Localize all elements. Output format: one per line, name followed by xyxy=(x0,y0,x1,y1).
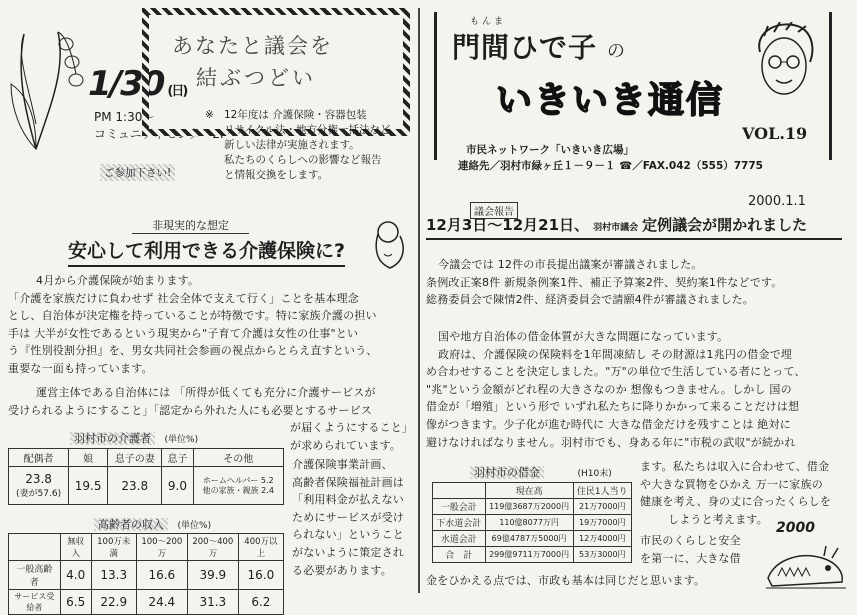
dragon-illustration xyxy=(762,538,850,594)
newsletter-title: いきいき通信 xyxy=(496,80,725,121)
text-line: ためにサービスが受け xyxy=(292,510,404,524)
table-header: 娘 xyxy=(69,449,108,467)
table-header: 息子 xyxy=(162,449,193,467)
table-cell: 119億3687万2000円 xyxy=(485,499,573,515)
text-line: 介護保険事業計画、 xyxy=(292,458,393,471)
text-line: 借金が「増殖」という形で いずれ私たちに降りかかって来ることだけは想 xyxy=(426,400,800,414)
table-cell: 22.9 xyxy=(91,590,136,615)
text-line: 「利用料金が払えない xyxy=(292,493,404,507)
text-line: を第一に、大きな借 xyxy=(640,551,741,565)
event-place: コミュニティセンター2F xyxy=(94,127,227,141)
table-header: 無収入 xyxy=(60,534,91,561)
table-cell: 21万7000円 xyxy=(573,499,631,515)
volume-number: VOL.19 xyxy=(742,124,808,143)
table-cell: 9.0 xyxy=(162,467,193,505)
text-line: る必要があります。 xyxy=(292,563,392,577)
table-header: 100～200万 xyxy=(136,534,187,561)
care-kicker: 非現実的な想定 xyxy=(132,217,249,234)
cell-sub: 他の家族・親族 2.4 xyxy=(202,485,274,495)
text-line: 「介護を家族だけに負わせず 社会全体で支えて行く」ことを基本理念 xyxy=(8,291,359,305)
care-paragraph-2 xyxy=(8,384,412,419)
table-header: その他 xyxy=(193,449,283,467)
table-caption: 羽村市の介護者 xyxy=(70,432,155,445)
table-cell: 13.3 xyxy=(91,561,136,590)
text-line: が求められています。 xyxy=(290,438,402,452)
table-header: 配偶者 xyxy=(9,449,69,467)
council-debt-right-2 xyxy=(640,532,760,567)
headline-council: 羽村市議会 xyxy=(593,223,639,233)
author-portrait xyxy=(752,22,816,104)
table-caption: 高齢者の収入 xyxy=(94,518,168,531)
debt-table xyxy=(432,482,632,563)
contact-info: 連絡先／羽村市緑ヶ丘１－９－１ ☎／FAX.042（555）7775 xyxy=(458,160,763,172)
table-cell: 110億8077万円 xyxy=(485,515,573,531)
note-line: リサイクル法・地方分権一括法など xyxy=(224,124,391,136)
column-divider xyxy=(418,8,420,593)
text-line: う『性別役割分担』を、男女共同社会参画の視点からとらえ直すという、 xyxy=(8,344,378,358)
event-weekday: (日) xyxy=(167,84,187,99)
table-cell: 39.9 xyxy=(187,561,238,590)
table-cell: 6.2 xyxy=(238,590,283,615)
event-title-line2: 結ぶつどい xyxy=(196,66,316,90)
event-title-line1: あなたと議会を xyxy=(172,34,333,58)
care-paragraph-1 xyxy=(8,272,412,378)
council-debt xyxy=(426,328,846,451)
table-header xyxy=(9,534,61,561)
table-cell: 31.3 xyxy=(187,590,238,615)
event-note-mark: ※ xyxy=(205,109,214,121)
invite-label: ご参加下さい! xyxy=(100,164,175,181)
text-line: や大きな買物をひかえ 万一に家族の xyxy=(640,477,823,491)
lily-illustration xyxy=(6,14,92,154)
table-cell: 19.5 xyxy=(69,467,108,505)
masthead-no: の xyxy=(607,41,627,62)
table-header: 現在高 xyxy=(485,483,573,499)
table-cell: 24.4 xyxy=(136,590,187,615)
table-cell xyxy=(193,467,283,505)
council-headline xyxy=(426,214,842,240)
table-cell xyxy=(9,467,69,505)
table-cell: 16.0 xyxy=(238,561,283,590)
text-line: 4月から介護保険が始まります。 xyxy=(36,274,200,287)
table-cell: 12万4000円 xyxy=(573,531,631,547)
income-table xyxy=(8,533,284,615)
note-line: と情報交換をします。 xyxy=(224,169,329,181)
table-header: 200～400万 xyxy=(187,534,238,561)
care-paragraph-2-cont xyxy=(290,419,414,454)
text-line: がないように策定され xyxy=(292,545,404,559)
text-line: 運営主体である自治体には 「所得が低くても充分に介護サービスが xyxy=(36,386,376,399)
debt-table-caption xyxy=(470,464,612,480)
text-line: め合わせすることを決定しました。"万"の単位で生活している者にとって、 xyxy=(426,365,806,379)
text-line: 総務委員会で陳情2件、経済委員会で請願4件が審議されました。 xyxy=(426,293,754,307)
table-cell: 19万7000円 xyxy=(573,515,631,531)
table-unit: (単位%) xyxy=(177,521,212,531)
table-header: 100万未満 xyxy=(91,534,136,561)
table-cell: 299億9711万7000円 xyxy=(485,547,573,563)
table-caption: 羽村市の借金 xyxy=(470,466,544,479)
text-line: とし、自治体が決定権を持っていることが特徴です。特に家族介護の担い xyxy=(8,309,377,323)
text-line: 手は 大半が女性であるという現実から"子育て介護は女性の仕事"とい xyxy=(8,326,359,340)
council-badge: 議会報告 xyxy=(470,202,518,219)
headline-text: 定例議会が開かれました xyxy=(642,216,808,234)
text-line: 重要な一面も持っています。 xyxy=(8,361,153,375)
table-cell: 16.6 xyxy=(136,561,187,590)
elderly-woman-illustration xyxy=(350,218,412,276)
note-line: 新しい法律が実施されます。 xyxy=(224,139,360,151)
care-headline: 安心して利用できる介護保険に? xyxy=(68,236,345,267)
masthead-ruby: もんま xyxy=(470,17,507,27)
note-line: 私たちのくらしへの影響など報告 xyxy=(224,154,382,166)
author-name: 門間ひで子 xyxy=(452,31,598,64)
row-label: 一般高齢者 xyxy=(9,561,61,590)
row-label: 水道会計 xyxy=(433,531,486,547)
issue-date: 2000.1.1 xyxy=(748,194,806,209)
year-2000-mark: 2000 xyxy=(776,520,815,536)
text-line: 受けられるようにすること」「認定から外れた人にも必要とするサービス xyxy=(8,403,373,417)
table-cell: 4.0 xyxy=(60,561,91,590)
text-line: 避けなければなりません。羽村市でも、身ある年に"市税の武収"が続かれ xyxy=(426,435,796,449)
row-label: 下水道会計 xyxy=(433,515,486,531)
text-line: 今議会では 12件の市長提出議案が審議されました。 xyxy=(438,258,703,271)
cell-value: 23.8 xyxy=(25,472,52,486)
caregiver-table-caption xyxy=(70,430,198,446)
cell-sub: (妻が57.6) xyxy=(16,489,62,499)
table-cell: 53万3000円 xyxy=(573,547,631,563)
text-line: 高齢者保険福祉計画は xyxy=(292,475,404,489)
table-unit: (H10末) xyxy=(577,469,612,479)
caregiver-table xyxy=(8,448,284,505)
text-line: 健康を考え、身の丈に合ったくらしを xyxy=(640,495,832,509)
event-date-value: 1/30 xyxy=(88,64,164,104)
masthead-name xyxy=(452,26,626,66)
text-line: 市民のくらしと安全 xyxy=(640,534,741,547)
text-line: られない」ということ xyxy=(292,528,404,542)
council-debt-right xyxy=(640,458,848,528)
table-header: 息子の妻 xyxy=(108,449,162,467)
table-cell: 6.5 xyxy=(60,590,91,615)
table-cell: 69億4787万5000円 xyxy=(485,531,573,547)
text-line: 政府は、介護保険の保険料を1年間凍結し その財源は1兆円の借金で埋 xyxy=(438,347,793,361)
headline-dates: 12月3日～12月21日、 xyxy=(426,216,590,234)
organization: 市民ネットワーク「いきいき広場」 xyxy=(466,144,634,156)
event-time: PM 1:30～ xyxy=(94,110,155,124)
text-line: ます。私たちは収入に合わせて、借金 xyxy=(640,460,830,473)
note-line: 12年度は 介護保険・容器包装 xyxy=(224,109,367,121)
text-line: が届くようにすること」 xyxy=(290,421,414,434)
table-header xyxy=(433,483,486,499)
text-line: "兆"という金額がどれ程の大きさなのか 想像もつきません。しかし 国の xyxy=(426,382,792,396)
table-cell: 23.8 xyxy=(108,467,162,505)
income-table-caption xyxy=(94,516,211,532)
table-unit: (単位%) xyxy=(164,435,199,445)
council-intro xyxy=(426,256,846,309)
text-line: 条例改正案8件 新規条例案1件、補正予算案2件、契約案1件などです。 xyxy=(426,275,783,289)
row-label: 合 計 xyxy=(433,547,486,563)
text-line: しようと考えます。 xyxy=(668,512,768,526)
row-label: サービス受給者 xyxy=(9,590,61,615)
event-note xyxy=(224,108,410,183)
row-label: 一般会計 xyxy=(433,499,486,515)
council-closing: 金をひかえる点では、市政も基本は同じだと思います。 xyxy=(426,574,706,587)
text-line: 像がつきます。少子化が進む時代に 大きな借金だけを残すことは 絶対に xyxy=(426,417,791,431)
cell-value: ホームヘルパー 5.2 xyxy=(202,475,274,485)
table-header: 住民1人当り xyxy=(573,483,631,499)
care-paragraph-3 xyxy=(292,456,414,579)
text-line: 国や地方自治体の借金体質が大きな問題になっています。 xyxy=(438,330,729,343)
table-header: 400万以上 xyxy=(238,534,283,561)
